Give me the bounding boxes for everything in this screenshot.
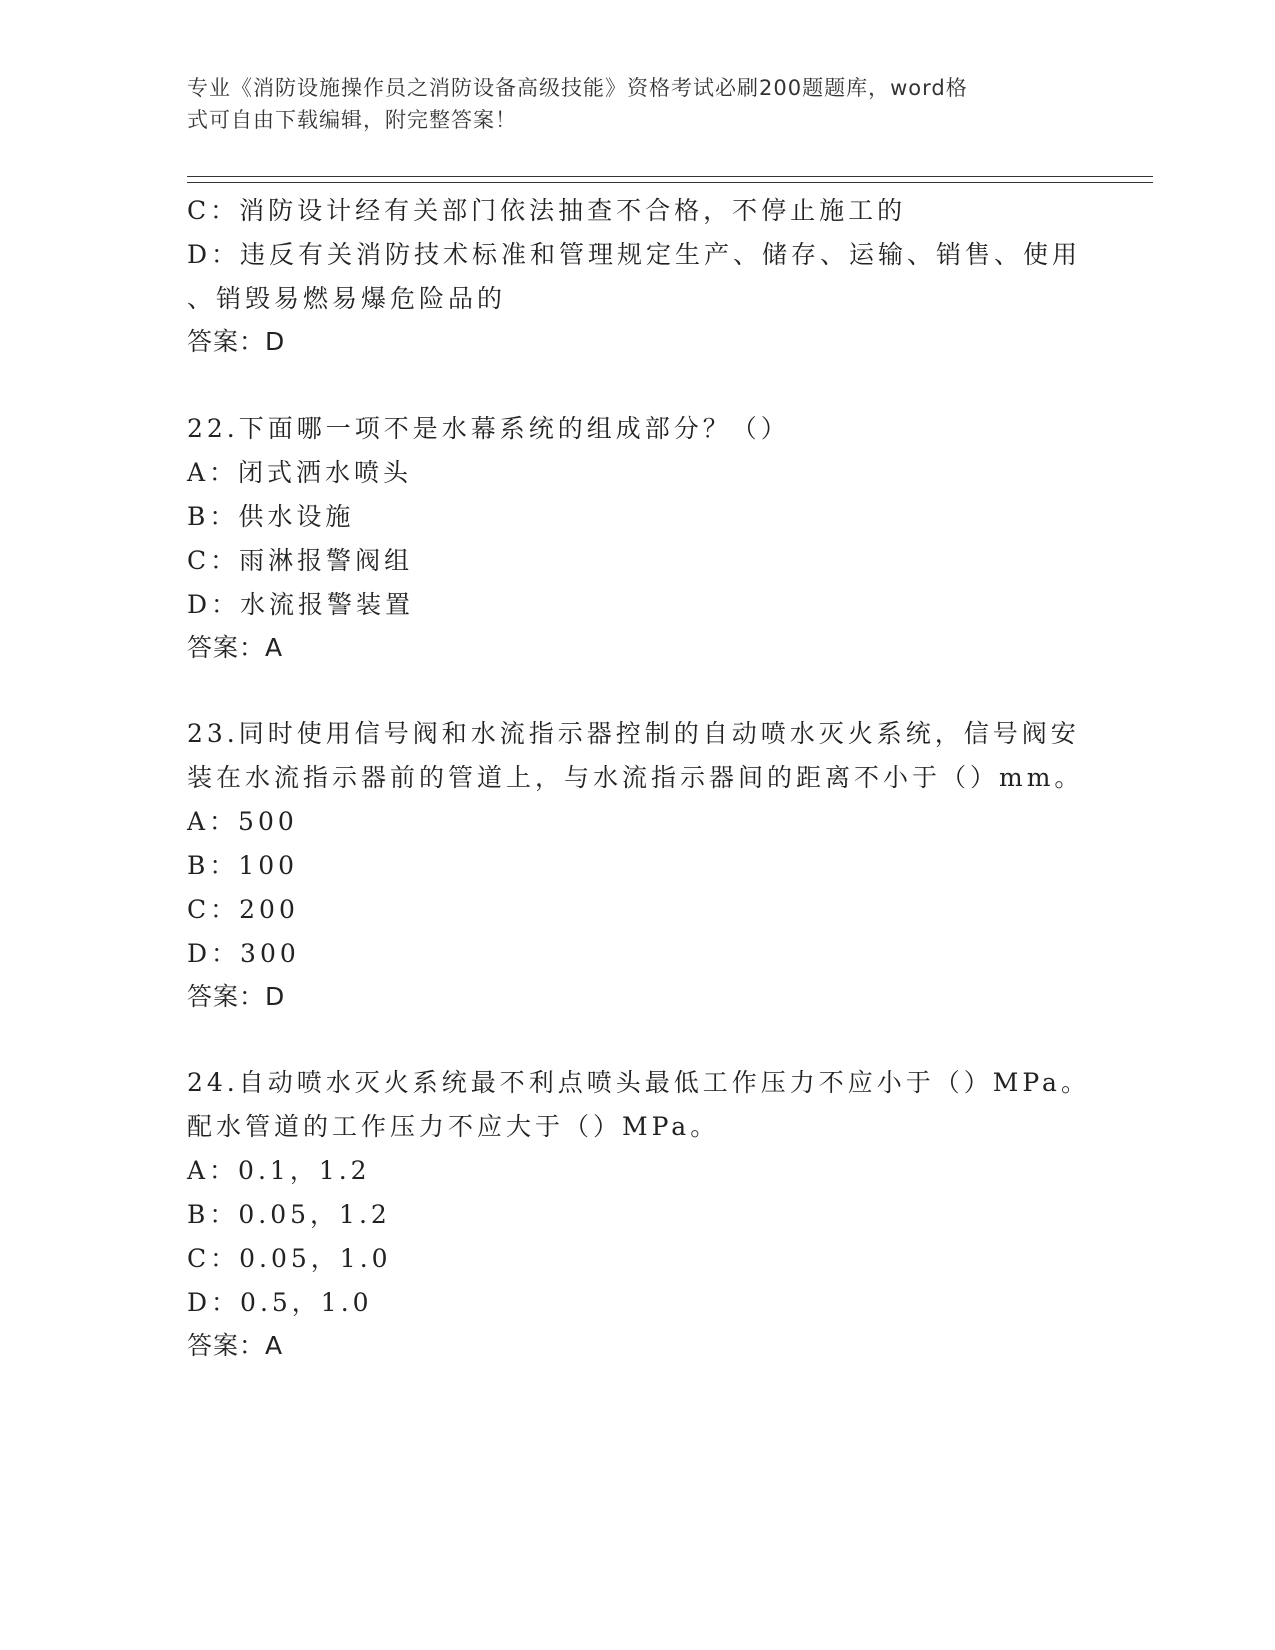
header-line-2: 式可自由下载编辑，附完整答案！ — [187, 108, 517, 132]
q21-option-c: C：消防设计经有关部门依法抽查不合格，不停止施工的 — [187, 196, 907, 225]
header-divider-bottom — [187, 182, 1153, 183]
q24-answer: 答案：A — [187, 1331, 284, 1360]
header-line-1: 专业《消防设施操作员之消防设备高级技能》资格考试必刷200题题库，word格 — [187, 76, 968, 100]
q23-option-d: D：300 — [187, 939, 300, 968]
q23-option-b: B：100 — [187, 851, 299, 880]
q22-option-c: C：雨淋报警阀组 — [187, 546, 414, 575]
q24-option-d: D：0.5，1.0 — [187, 1288, 373, 1317]
q22-option-a: A：闭式洒水喷头 — [187, 458, 413, 487]
q21-option-d-line1: D：违反有关消防技术标准和管理规定生产、储存、运输、销售、使用 — [187, 240, 1082, 269]
q21-answer: 答案：D — [187, 327, 286, 356]
q22-option-b: B：供水设施 — [187, 502, 355, 531]
q23-option-c: C：200 — [187, 895, 299, 924]
q22-answer: 答案：A — [187, 633, 284, 662]
q23-answer: 答案：D — [187, 982, 286, 1011]
q24-option-a: A：0.1，1.2 — [187, 1156, 371, 1185]
q24-stem-line1: 24.自动喷水灭火系统最不利点喷头最低工作压力不应小于（）MPa。 — [187, 1068, 1090, 1097]
q23-option-a: A：500 — [187, 807, 298, 836]
q24-option-b: B：0.05，1.2 — [187, 1200, 391, 1229]
q21-option-d-line2: 、销毁易燃易爆危险品的 — [187, 284, 507, 313]
q24-stem-line2: 配水管道的工作压力不应大于（）MPa。 — [187, 1112, 720, 1141]
q24-option-c: C：0.05，1.0 — [187, 1244, 392, 1273]
header-divider-top — [187, 176, 1153, 177]
q23-stem-line1: 23.同时使用信号阀和水流指示器控制的自动喷水灭火系统，信号阀安 — [187, 719, 1080, 748]
document-header — [187, 72, 1067, 136]
q22-stem: 22.下面哪一项不是水幕系统的组成部分？（） — [187, 414, 790, 443]
q22-option-d: D：水流报警装置 — [187, 590, 415, 619]
q23-stem-line2: 装在水流指示器前的管道上，与水流指示器间的距离不小于（）mm。 — [187, 763, 1084, 792]
